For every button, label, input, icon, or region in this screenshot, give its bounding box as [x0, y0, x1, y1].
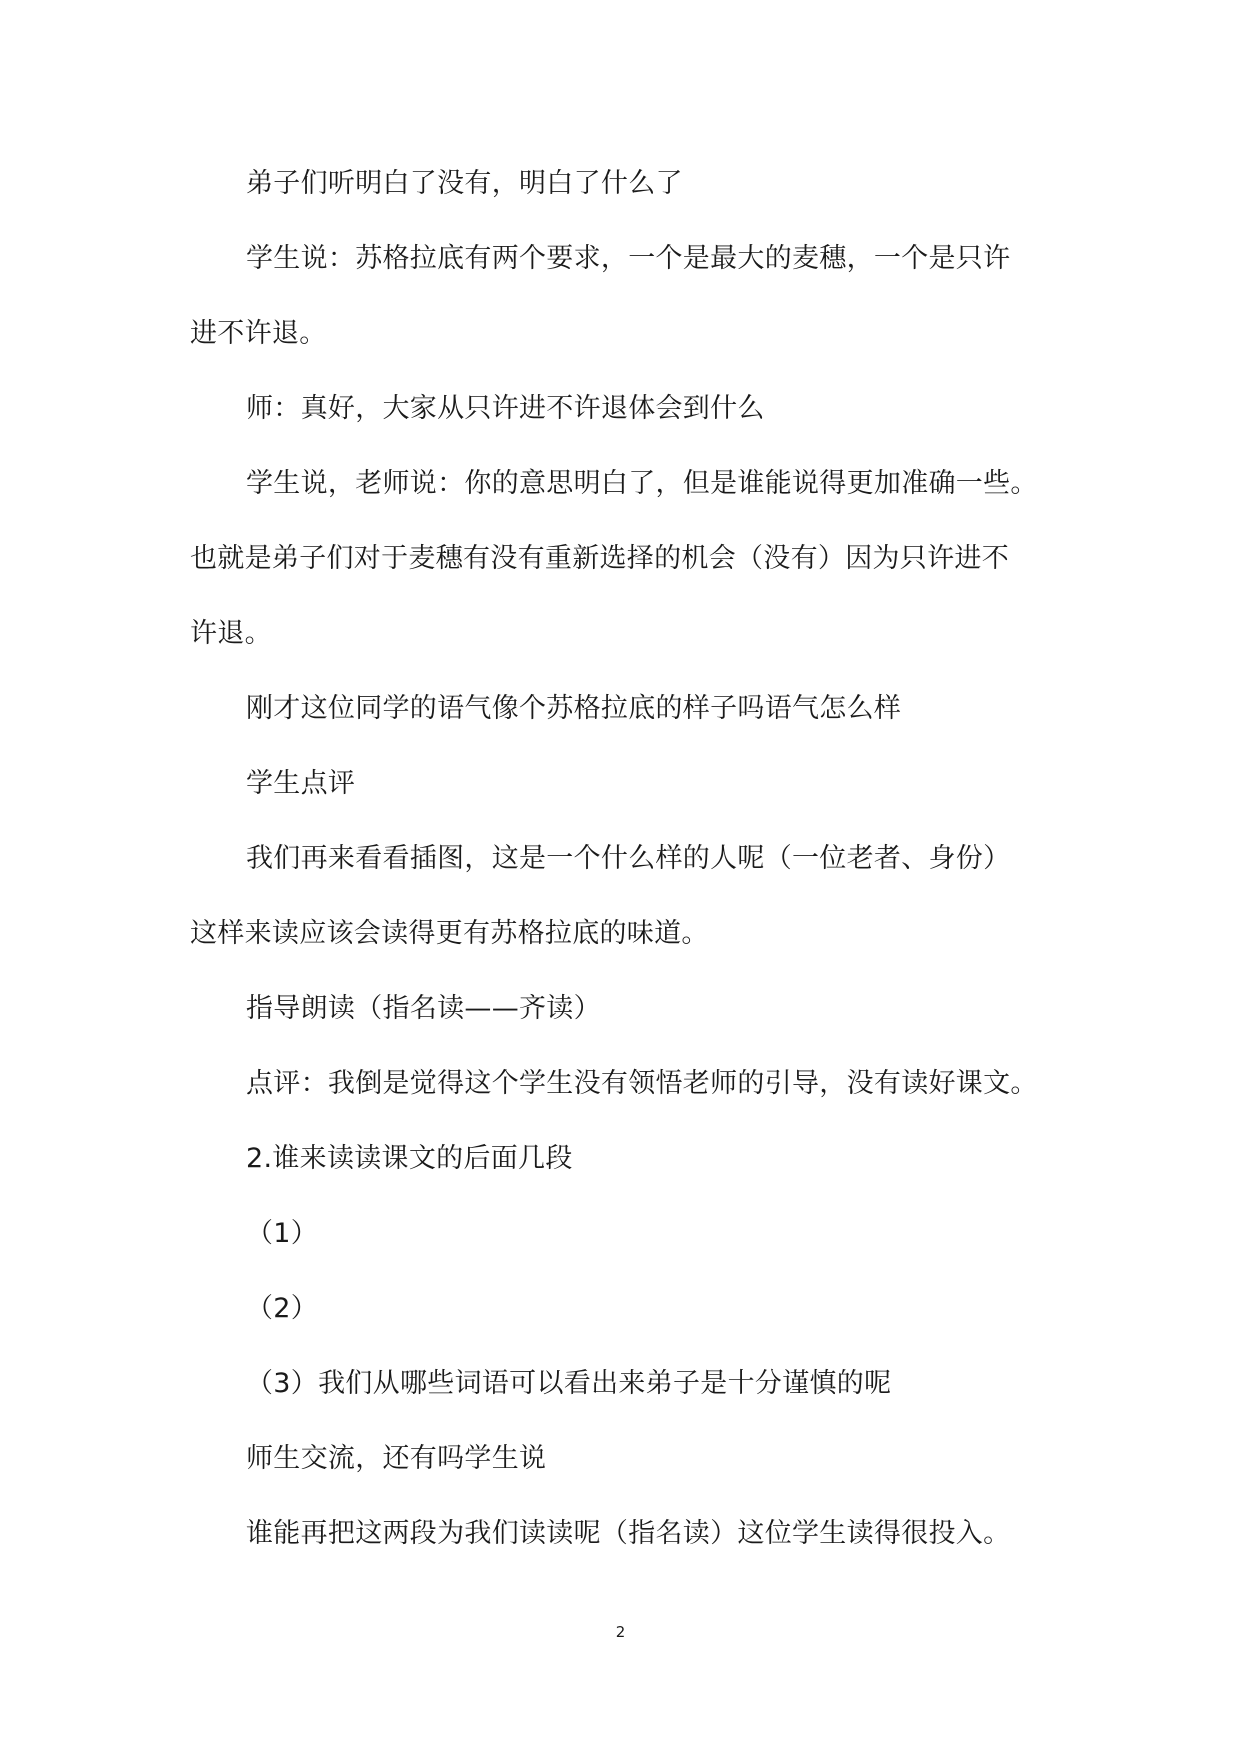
paragraph-line: 许退。 [190, 618, 272, 649]
paragraph-line: 指导朗读（指名读——齐读） [246, 993, 601, 1024]
paragraph-line: 2.谁来读读课文的后面几段 [246, 1143, 573, 1174]
document-body [190, 146, 1060, 1571]
paragraph-line: 点评：我倒是觉得这个学生没有领悟老师的引导，没有读好课文。 [246, 1068, 1038, 1099]
paragraph-line: 师：真好，大家从只许进不许退体会到什么 [246, 393, 765, 424]
paragraph-line: 也就是弟子们对于麦穗有没有重新选择的机会（没有）因为只许进不 [190, 543, 1009, 574]
paragraph-line: 学生说：苏格拉底有两个要求，一个是最大的麦穗，一个是只许 [246, 243, 1011, 274]
paragraph-line: 学生说，老师说：你的意思明白了，但是谁能说得更加准确一些。 [246, 468, 1038, 499]
paragraph-line: （1） [246, 1218, 319, 1249]
paragraph-line: 这样来读应该会读得更有苏格拉底的味道。 [190, 918, 709, 949]
paragraph-line: 刚才这位同学的语气像个苏格拉底的样子吗语气怎么样 [246, 693, 902, 724]
page-number: 2 [615, 1623, 626, 1641]
paragraph-line: 进不许退。 [190, 318, 327, 349]
paragraph-line: 师生交流，还有吗学生说 [246, 1443, 547, 1474]
paragraph-line: 学生点评 [246, 768, 356, 799]
paragraph-line: 谁能再把这两段为我们读读呢（指名读）这位学生读得很投入。 [246, 1518, 1011, 1549]
paragraph-line: （3）我们从哪些词语可以看出来弟子是十分谨慎的呢 [246, 1368, 892, 1399]
paragraph-line: 弟子们听明白了没有，明白了什么了 [246, 168, 683, 199]
paragraph-line: 我们再来看看插图，这是一个什么样的人呢（一位老者、身份） [246, 843, 1011, 874]
paragraph-line: （2） [246, 1293, 319, 1324]
